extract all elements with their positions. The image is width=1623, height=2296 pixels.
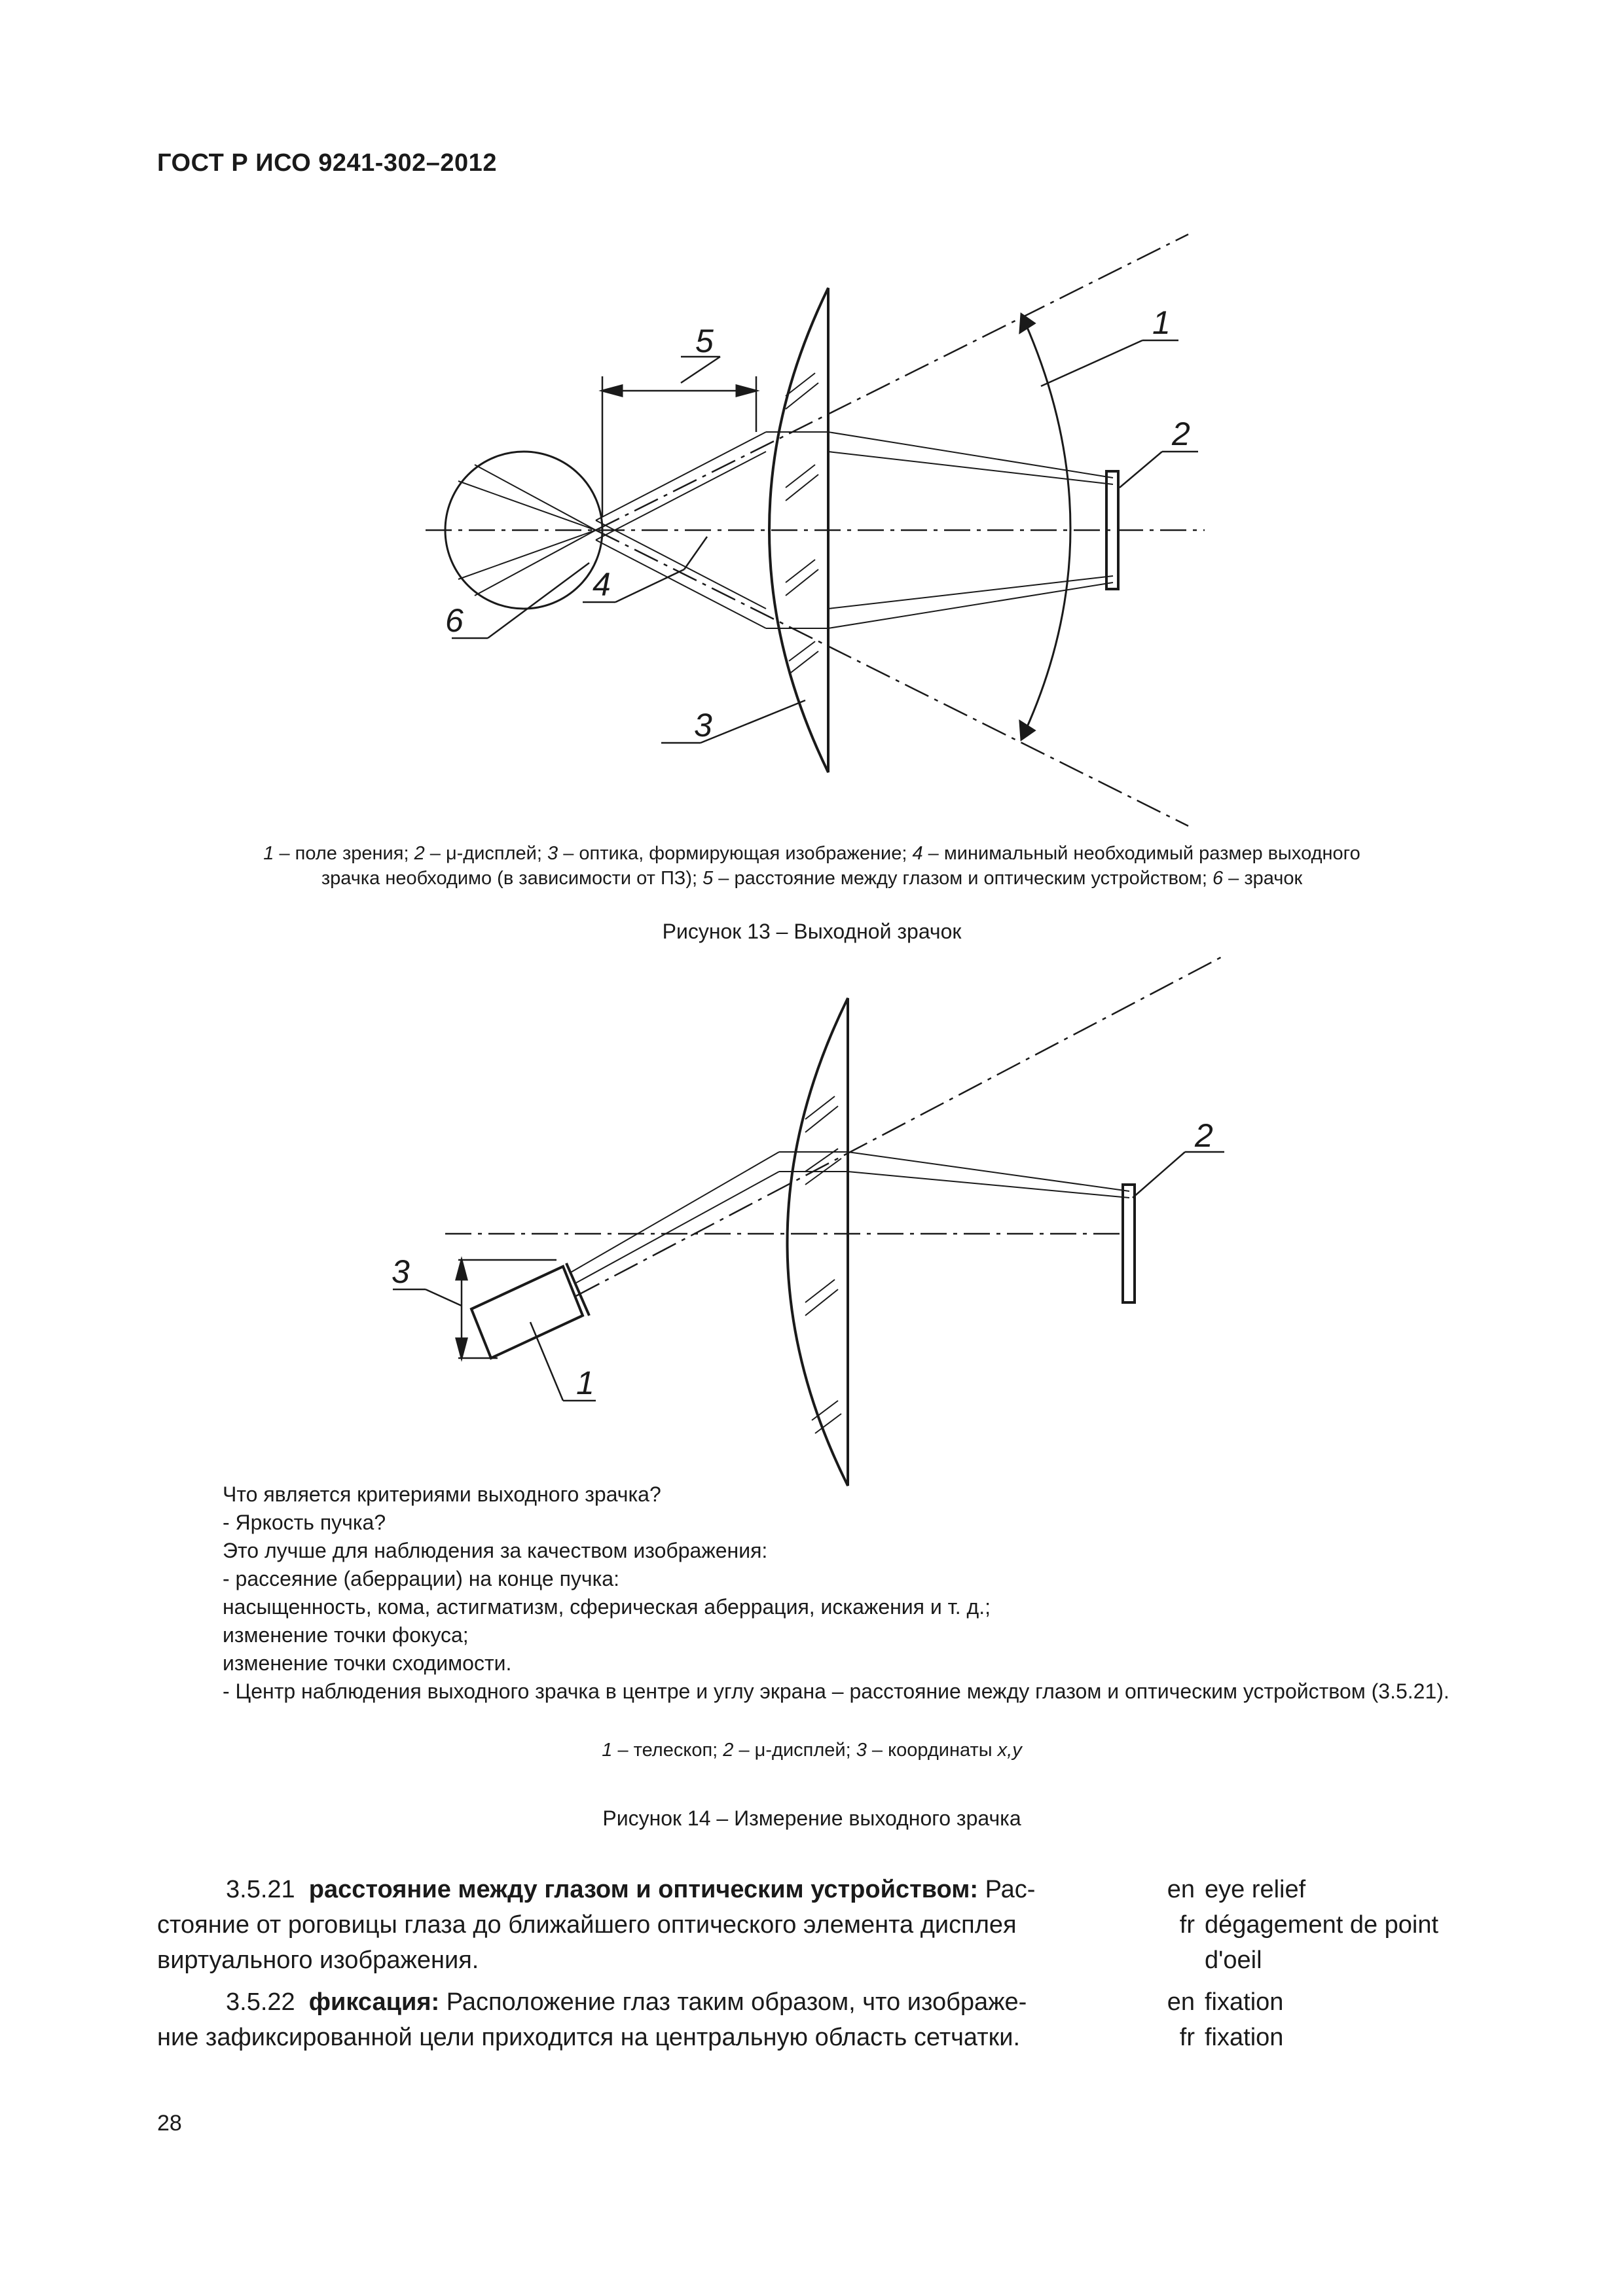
- term-3-5-21-langs: en fr: [1167, 1876, 1195, 1939]
- micro-display: [1123, 1185, 1135, 1302]
- legend-line-1: 1 – поле зрения; 2 – μ-дисплей; 3 – оптика, формирующая изображение; 4 – минимальный необходимый размер выходного: [263, 843, 1360, 864]
- figure-14-caption: Рисунок 14 – Измерение выходного зрачка: [602, 1806, 1021, 1830]
- figure-14-diagram: [0, 949, 1623, 1538]
- figure-13-diagram: [0, 0, 1623, 851]
- field-ray-lower: [596, 530, 1188, 826]
- fig14-label-2: 2: [1195, 1117, 1213, 1154]
- document-header: ГОСТ Р ИСО 9241-302–2012: [157, 149, 497, 177]
- figure-14-note-last: - Центр наблюдения выходного зрачка в центре и углу экрана – расстояние между глазом и оптическим устройством (3.5.21).: [223, 1679, 1450, 1703]
- field-of-view-arc: [1021, 314, 1070, 740]
- fig13-label-5: 5: [695, 323, 714, 359]
- field-ray-upper: [596, 234, 1188, 530]
- figure-14-legend: 1 – телескоп; 2 – μ-дисплей; 3 – координаты x,y: [602, 1740, 1022, 1761]
- figure-13-caption: Рисунок 13 – Выходной зрачок: [662, 920, 962, 943]
- fig13-label-2: 2: [1172, 416, 1190, 452]
- fig13-label-4: 4: [593, 566, 611, 603]
- lens: [788, 998, 848, 1486]
- fig13-label-3: 3: [694, 707, 712, 744]
- telescope: [471, 1263, 589, 1358]
- fig13-label-1: 1: [1152, 304, 1171, 341]
- term-3-5-22: 3.5.22 фиксация: Расположение глаз таким образом, что изображе- ние зафиксированной цели приходится на центральную область сетчатки.: [157, 1988, 1027, 2051]
- figure-13-legend: [144, 841, 1480, 891]
- fig14-label-3: 3: [392, 1253, 410, 1290]
- figure-14-notes: Что является критериями выходного зрачка? - Яркость пучка? Это лучше для наблюдения за качеством изображения: - рассеяние (аберрации) на конце пучка: насыщенность, кома, астигматизм, сферическая аберрация, искажения и т. д.; изменение точки фокуса; изменение точки сходимости.: [223, 1482, 991, 1675]
- term-3-5-22-langs: en fr: [1167, 1988, 1195, 2051]
- term-3-5-21: 3.5.21 расстояние между глазом и оптическим устройством: Рас- стояние от роговицы глаза до ближайшего оптического элемента дисплея виртуального изображения.: [157, 1876, 1036, 1974]
- fig14-label-1: 1: [576, 1365, 594, 1401]
- page-number: 28: [157, 2111, 182, 2136]
- term-3-5-21-equivalents: eye relief dégagement de point d'oeil: [1205, 1876, 1439, 1974]
- fig13-label-6: 6: [445, 602, 464, 639]
- legend-line-2: зрачка необходимо (в зависимости от ПЗ); 5 – расстояние между глазом и оптическим устройством; 6 – зрачок: [321, 868, 1303, 889]
- term-3-5-22-equivalents: fixation fixation: [1205, 1988, 1284, 2051]
